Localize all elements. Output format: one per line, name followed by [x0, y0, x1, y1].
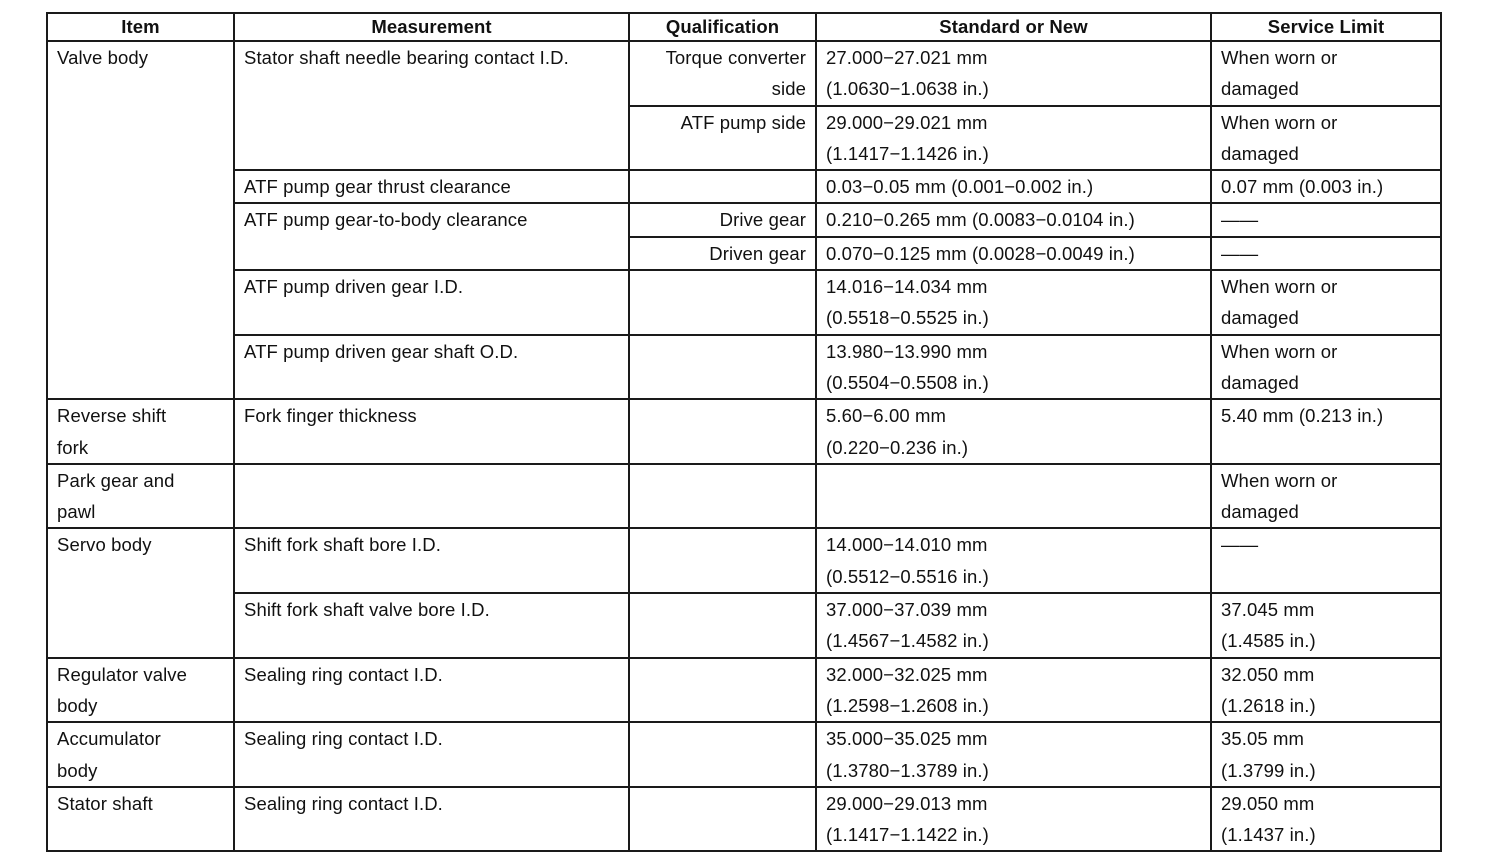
limit-cell	[1211, 237, 1441, 270]
measurement-label: Stator shaft needle bearing contact I.D.	[244, 47, 569, 68]
limit-dash: ——	[1221, 534, 1259, 556]
measurement-label: Shift fork shaft valve bore I.D.	[244, 599, 490, 621]
measurement-label: Sealing ring contact I.D.	[244, 728, 443, 750]
standard-line: 14.016−14.034 mm	[826, 276, 988, 298]
limit-cell	[1211, 399, 1441, 464]
limit-line: 37.045 mm	[1221, 599, 1315, 621]
measurement-label: Sealing ring contact I.D.	[244, 792, 443, 814]
standard-line: (1.2598−1.2608 in.)	[826, 694, 989, 716]
measurement-cell	[234, 787, 629, 852]
measurement-label: ATF pump driven gear I.D.	[244, 276, 464, 298]
table-row	[47, 787, 1441, 852]
specification-table	[46, 12, 1442, 852]
limit-cell	[1211, 787, 1441, 852]
standard-cell	[816, 787, 1211, 852]
standard-line: 0.210−0.265 mm (0.0083−0.0104 in.)	[826, 209, 1135, 231]
standard-cell	[816, 270, 1211, 335]
item-cell	[47, 722, 234, 787]
table-row	[47, 722, 1441, 787]
limit-line: damaged	[1221, 78, 1299, 100]
limit-line: 5.40 mm (0.213 in.)	[1221, 405, 1384, 427]
table-row	[47, 658, 1441, 723]
standard-line: 29.000−29.013 mm	[826, 792, 988, 814]
limit-line: When worn or	[1221, 469, 1338, 491]
limit-cell	[1211, 658, 1441, 723]
limit-line: (1.1437 in.)	[1221, 824, 1316, 846]
table-row	[47, 41, 1441, 106]
measurement-label: Shift fork shaft bore I.D.	[244, 534, 441, 556]
measurement-cell	[234, 203, 629, 270]
limit-line: (1.4585 in.)	[1221, 630, 1316, 652]
item-cell	[47, 528, 234, 657]
qualification-cell	[629, 203, 816, 236]
header-qualification: Qualification	[629, 13, 816, 41]
limit-cell	[1211, 722, 1441, 787]
table-row	[47, 270, 1441, 335]
qualification-cell	[629, 170, 816, 203]
standard-cell	[816, 237, 1211, 270]
limit-cell	[1211, 106, 1441, 171]
item-label: Park gear and	[57, 469, 175, 491]
standard-line: 5.60−6.00 mm	[826, 405, 946, 427]
header-standard: Standard or New	[816, 13, 1211, 41]
qualification-cell	[629, 270, 816, 335]
qualification-cell	[629, 722, 816, 787]
standard-cell	[816, 399, 1211, 464]
item-label: fork	[57, 436, 89, 458]
limit-dash: ——	[1221, 209, 1259, 231]
item-label: body	[57, 694, 98, 716]
standard-line: (1.0630−1.0638 in.)	[826, 78, 989, 100]
item-label: pawl	[57, 501, 96, 523]
item-cell	[47, 399, 234, 464]
limit-cell	[1211, 203, 1441, 236]
table-row	[47, 528, 1441, 593]
limit-line: When worn or	[1221, 47, 1338, 68]
measurement-cell	[234, 658, 629, 723]
standard-cell	[816, 528, 1211, 593]
limit-cell	[1211, 528, 1441, 593]
standard-cell	[816, 203, 1211, 236]
limit-cell	[1211, 270, 1441, 335]
standard-cell	[816, 106, 1211, 171]
table-row	[47, 170, 1441, 203]
qualification-line: Torque converter	[665, 47, 806, 68]
standard-line: (0.220−0.236 in.)	[826, 436, 969, 458]
qualification-cell	[629, 106, 816, 171]
item-label: Reverse shift	[57, 405, 167, 427]
limit-line: damaged	[1221, 501, 1299, 523]
limit-cell	[1211, 464, 1441, 529]
limit-line: damaged	[1221, 307, 1299, 329]
standard-line: 0.070−0.125 mm (0.0028−0.0049 in.)	[826, 242, 1135, 264]
item-cell	[47, 787, 234, 852]
qualification-cell	[629, 41, 816, 106]
standard-line: 13.980−13.990 mm	[826, 340, 988, 362]
item-cell	[47, 41, 234, 399]
standard-line: 37.000−37.039 mm	[826, 599, 988, 621]
measurement-label: ATF pump driven gear shaft O.D.	[244, 340, 519, 362]
limit-line: 35.05 mm	[1221, 728, 1305, 750]
standard-line: (0.5518−0.5525 in.)	[826, 307, 989, 329]
qualification-cell	[629, 658, 816, 723]
limit-dash: ——	[1221, 242, 1259, 264]
item-label: Valve body	[57, 47, 149, 68]
measurement-cell	[234, 528, 629, 593]
standard-line: 14.000−14.010 mm	[826, 534, 988, 556]
standard-cell	[816, 170, 1211, 203]
qualification-cell	[629, 593, 816, 658]
limit-cell	[1211, 41, 1441, 106]
standard-line: 27.000−27.021 mm	[826, 47, 988, 68]
table-row	[47, 399, 1441, 464]
header-service-limit: Service Limit	[1211, 13, 1441, 41]
limit-line: (1.2618 in.)	[1221, 694, 1316, 716]
measurement-cell	[234, 722, 629, 787]
item-label: body	[57, 759, 98, 781]
standard-line: (1.3780−1.3789 in.)	[826, 759, 989, 781]
measurement-cell	[234, 593, 629, 658]
limit-cell	[1211, 335, 1441, 400]
qualification-cell	[629, 399, 816, 464]
measurement-cell	[234, 270, 629, 335]
table-row	[47, 464, 1441, 529]
item-label: Regulator valve	[57, 663, 188, 685]
limit-cell	[1211, 170, 1441, 203]
limit-line: damaged	[1221, 142, 1299, 164]
limit-line: 0.07 mm (0.003 in.)	[1221, 176, 1384, 198]
standard-line: (0.5512−0.5516 in.)	[826, 565, 989, 587]
qualification-line: Driven gear	[709, 242, 806, 264]
standard-line: 35.000−35.025 mm	[826, 728, 988, 750]
measurement-cell	[234, 335, 629, 400]
standard-cell	[816, 335, 1211, 400]
qualification-line: Drive gear	[719, 209, 806, 231]
standard-line: (1.4567−1.4582 in.)	[826, 630, 989, 652]
standard-line: 0.03−0.05 mm (0.001−0.002 in.)	[826, 176, 1094, 198]
qualification-line: ATF pump side	[680, 111, 806, 133]
limit-line: When worn or	[1221, 111, 1338, 133]
qualification-cell	[629, 335, 816, 400]
standard-cell	[816, 464, 1211, 529]
standard-cell	[816, 722, 1211, 787]
measurement-label: Fork finger thickness	[244, 405, 417, 427]
standard-cell	[816, 658, 1211, 723]
limit-line: damaged	[1221, 371, 1299, 393]
qualification-cell	[629, 787, 816, 852]
measurement-cell	[234, 464, 629, 529]
header-measurement: Measurement	[234, 13, 629, 41]
measurement-cell	[234, 170, 629, 203]
measurement-label: Sealing ring contact I.D.	[244, 663, 443, 685]
table-row	[47, 203, 1441, 236]
standard-line: (1.1417−1.1422 in.)	[826, 824, 989, 846]
item-cell	[47, 464, 234, 529]
table-row	[47, 335, 1441, 400]
limit-line: When worn or	[1221, 276, 1338, 298]
item-label: Servo body	[57, 534, 152, 556]
measurement-label: ATF pump gear thrust clearance	[244, 176, 511, 198]
qualification-line: side	[771, 78, 806, 100]
standard-line: 32.000−32.025 mm	[826, 663, 988, 685]
limit-cell	[1211, 593, 1441, 658]
standard-cell	[816, 41, 1211, 106]
standard-cell	[816, 593, 1211, 658]
qualification-cell	[629, 237, 816, 270]
limit-line: 32.050 mm	[1221, 663, 1315, 685]
standard-line: (1.1417−1.1426 in.)	[826, 142, 989, 164]
measurement-cell	[234, 399, 629, 464]
item-label: Accumulator	[57, 728, 161, 750]
qualification-cell	[629, 528, 816, 593]
table-row	[47, 593, 1441, 658]
standard-line: 29.000−29.021 mm	[826, 111, 988, 133]
item-label: Stator shaft	[57, 792, 153, 814]
standard-line: (0.5504−0.5508 in.)	[826, 371, 989, 393]
measurement-cell	[234, 41, 629, 170]
header-row	[47, 13, 1441, 41]
limit-line: (1.3799 in.)	[1221, 759, 1316, 781]
limit-line: 29.050 mm	[1221, 792, 1315, 814]
item-cell	[47, 658, 234, 723]
limit-line: When worn or	[1221, 340, 1338, 362]
header-item: Item	[47, 13, 234, 41]
measurement-label: ATF pump gear-to-body clearance	[244, 209, 528, 231]
qualification-cell	[629, 464, 816, 529]
